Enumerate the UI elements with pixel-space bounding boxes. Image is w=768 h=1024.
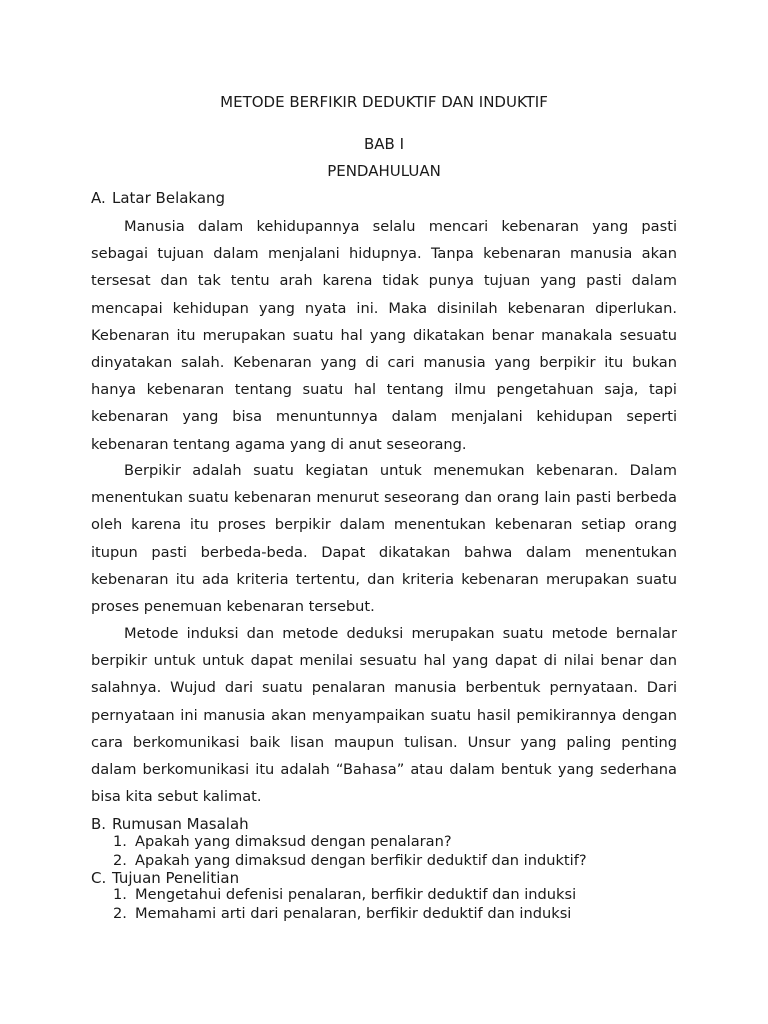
list-number: 2.: [113, 904, 127, 922]
section-letter: A.: [91, 189, 106, 207]
chapter-title: PENDAHULUAN: [327, 162, 441, 180]
list-number: 1.: [113, 833, 127, 850]
list-number: 1.: [113, 886, 127, 903]
list-item: [113, 886, 576, 905]
section-heading-tujuan-penelitian: [91, 868, 239, 888]
chapter-number: BAB I: [363, 135, 405, 153]
paragraph-3: Metode induksi dan metode deduksi merupakan suatu metode bernalar berpikir untuk untuk dapat menilai sesuatu hal yang dapat di nilai benar dan salahnya. Wujud dari suatu penalaran manusia berbentuk pernyataan. Dari pernyataan ini manusia akan menyampaikan suatu hasil pemikirannya dengan cara berkomunikasi baik lisan maupun tulisan. Unsur yang paling penting dalam berkomunikasi itu adalah “Bahasa” atau dalam bentuk yang sederhana bisa kita sebut kalimat.: [91, 625, 677, 806]
list-number: 2.: [113, 851, 127, 869]
section-heading-latar-belakang: [91, 188, 225, 208]
list-text: Memahami arti dari penalaran, berfikir deduktif dan induksi: [135, 904, 572, 922]
list-text: Apakah yang dimaksud dengan berfikir deduktif dan induktif?: [135, 851, 587, 869]
list-item: [113, 833, 587, 852]
list-text: Mengetahui defenisi penalaran, berfikir deduktif dan induksi: [135, 886, 577, 903]
section-title: Latar Belakang: [112, 189, 226, 207]
section-letter: B.: [91, 815, 107, 833]
document-title: METODE BERFIKIR DEDUKTIF DAN INDUKTIF: [220, 93, 548, 111]
section-title: Tujuan Penelitian: [112, 869, 240, 887]
section-letter: C.: [91, 869, 107, 887]
section-heading-rumusan-masalah: [91, 814, 249, 834]
list-text: Apakah yang dimaksud dengan penalaran?: [135, 833, 452, 850]
list-item: [113, 905, 576, 924]
rumusan-masalah-list: [113, 833, 587, 870]
section-title: Rumusan Masalah: [112, 815, 249, 833]
paragraph-1: Manusia dalam kehidupannya selalu mencari kebenaran yang pasti sebagai tujuan dalam menjalani hidupnya. Tanpa kebenaran manusia akan tersesat dan tak tentu arah karena tidak punya tujuan yang pasti dalam mencapai kehidupan yang nyata ini. Maka disinilah kebenaran diperlukan. Kebenaran itu merupakan suatu hal yang dikatakan benar manakala sesuatu dinyatakan salah. Kebenaran yang di cari manusia yang berpikir itu bukan hanya kebenaran tentang suatu hal tentang ilmu pengetahuan saja, tapi kebenaran yang bisa menuntunnya dalam menjalani kehidupan seperti kebenaran tentang agama yang di anut seseorang.: [91, 218, 677, 453]
tujuan-penelitian-list: [113, 886, 576, 923]
paragraph-2: Berpikir adalah suatu kegiatan untuk menemukan kebenaran. Dalam menentukan suatu kebenaran menurut seseorang dan orang lain pasti berbeda oleh karena itu proses berpikir dalam menentukan kebenaran setiap orang itupun pasti berbeda-beda. Dapat dikatakan bahwa dalam menentukan kebenaran itu ada kriteria tertentu, dan kriteria kebenaran merupakan suatu proses penemuan kebenaran tersebut.: [91, 462, 677, 616]
